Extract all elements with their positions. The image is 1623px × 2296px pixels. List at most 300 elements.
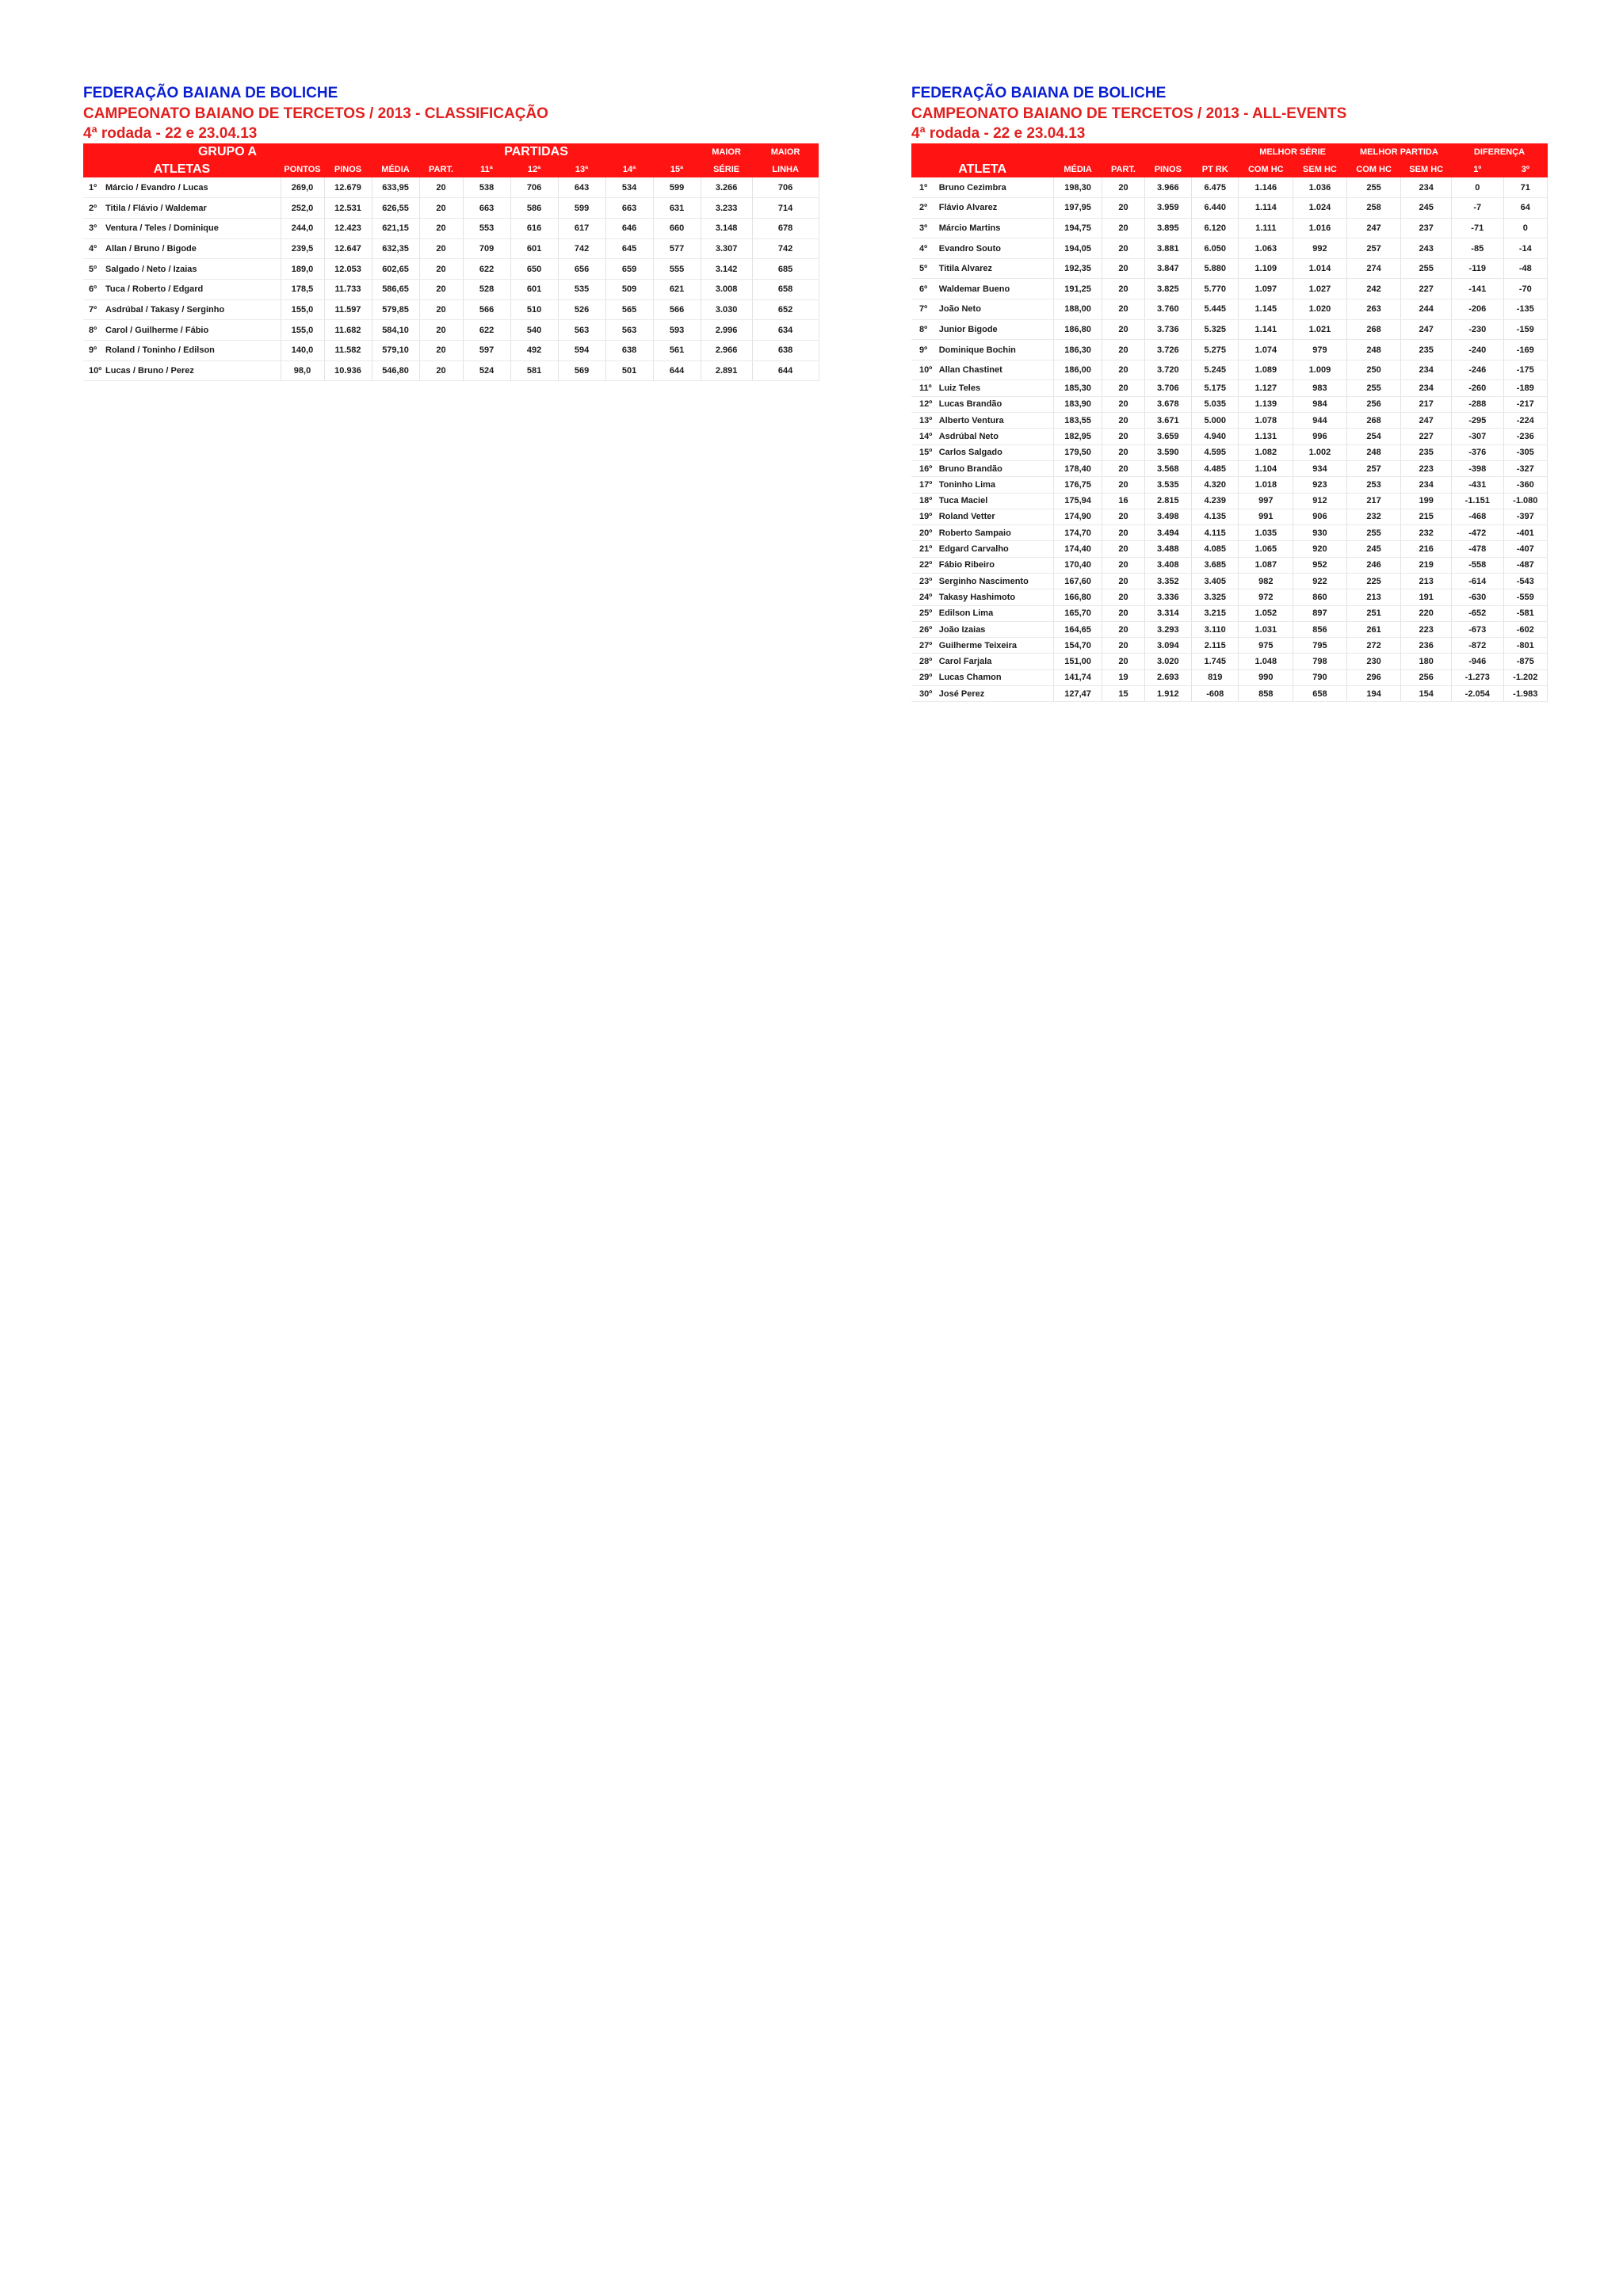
name-cell: Asdrúbal Neto [936,429,1054,444]
name-cell: Flávio Alvarez [936,198,1054,219]
value-cell: 897 [1293,605,1347,621]
value-cell: -71 [1451,218,1503,238]
value-cell: -70 [1503,279,1547,299]
table-row [911,177,1548,198]
value-cell: 12.679 [324,177,372,198]
value-cell: 219 [1401,557,1452,573]
table-row [911,258,1548,279]
value-cell: 1.065 [1239,541,1293,557]
value-cell: 242 [1346,279,1401,299]
value-cell: -175 [1503,360,1547,380]
value-cell: 685 [752,259,819,280]
value-cell: 991 [1239,509,1293,524]
value-cell: -872 [1451,638,1503,654]
value-cell: -472 [1451,525,1503,541]
championship-title: CAMPEONATO BAIANO DE TERCETOS / 2013 - ALL-EVENTS [911,105,1347,122]
value-cell: 255 [1401,258,1452,279]
value-cell: 4.320 [1192,477,1239,493]
rank-cell: 27º [911,638,936,654]
value-cell: 155,0 [281,320,324,341]
value-cell: 3.760 [1144,299,1191,320]
value-cell: -307 [1451,429,1503,444]
value-cell: 4.595 [1192,444,1239,460]
value-cell: -630 [1451,589,1503,605]
rank-cell: 5º [911,258,936,279]
value-cell: 189,0 [281,259,324,280]
maior-serie-header-top: MAIOR [701,143,752,161]
value-cell: 252,0 [281,198,324,219]
name-cell: Márcio Martins [936,218,1054,238]
value-cell: 4.940 [1192,429,1239,444]
name-cell: Carol Farjala [936,654,1054,669]
value-cell: 3.020 [1144,654,1191,669]
value-cell: -602 [1503,621,1547,637]
name-cell: Lucas Chamon [936,669,1054,685]
value-cell: 1.024 [1293,198,1347,219]
value-cell: 1.048 [1239,654,1293,669]
value-cell: 706 [510,177,558,198]
value-cell: 234 [1401,360,1452,380]
name-cell: Roland / Toninho / Edilson [102,341,281,361]
value-cell: 1.020 [1293,299,1347,320]
value-cell: 5.445 [1192,299,1239,320]
table-row [83,360,819,381]
value-cell: 178,5 [281,279,324,299]
rank-cell: 15º [911,444,936,460]
rank-cell: 25º [911,605,936,621]
value-cell: 3.266 [701,177,752,198]
table-row [911,574,1548,589]
value-cell: 2.815 [1144,493,1191,509]
value-cell: 215 [1401,509,1452,524]
value-cell: 972 [1239,589,1293,605]
value-cell: 20 [1102,621,1144,637]
value-cell: -246 [1451,360,1503,380]
value-cell: 644 [653,360,701,381]
name-cell: Allan Chastinet [936,360,1054,380]
rank-cell: 24º [911,589,936,605]
value-cell: -206 [1451,299,1503,320]
value-cell: 185,30 [1053,380,1102,396]
value-cell: 179,50 [1053,444,1102,460]
value-cell: 20 [1102,444,1144,460]
table-row [911,477,1548,493]
rank-cell: 20º [911,525,936,541]
value-cell: 1.111 [1239,218,1293,238]
value-cell: 563 [605,320,653,341]
value-cell: 922 [1293,574,1347,589]
value-cell: 1.912 [1144,686,1191,702]
value-cell: -119 [1451,258,1503,279]
value-cell: 263 [1346,299,1401,320]
value-cell: 586,65 [372,279,419,299]
value-cell: 599 [558,198,605,219]
rank-cell: 10º [911,360,936,380]
value-cell: 617 [558,218,605,238]
value-cell: 20 [1102,605,1144,621]
value-cell: 586 [510,198,558,219]
value-cell: 561 [653,341,701,361]
value-cell: 638 [752,341,819,361]
value-cell: 4.239 [1192,493,1239,509]
value-cell: -2.054 [1451,686,1503,702]
value-cell: 268 [1346,413,1401,429]
value-cell: 20 [419,238,463,259]
name-cell: Lucas Brandão [936,396,1054,412]
value-cell: 236 [1401,638,1452,654]
value-cell: 20 [1102,380,1144,396]
classificacao-table [83,143,819,381]
value-cell: 20 [1102,258,1144,279]
table-row [83,320,819,341]
partidas-header: PARTIDAS [372,143,701,161]
value-cell: 3.030 [701,299,752,320]
value-cell: 563 [558,320,605,341]
value-cell: 256 [1401,669,1452,685]
value-cell: 251 [1346,605,1401,621]
value-cell: 1.104 [1239,460,1293,476]
value-cell: 714 [752,198,819,219]
value-cell: 633,95 [372,177,419,198]
federation-title: FEDERAÇÃO BAIANA DE BOLICHE [911,85,1167,101]
value-cell: 5.175 [1192,380,1239,396]
value-cell: 1.063 [1239,238,1293,259]
value-cell: 6.475 [1192,177,1239,198]
value-cell: 154,70 [1053,638,1102,654]
name-cell: Guilherme Teixeira [936,638,1054,654]
value-cell: 258 [1346,198,1401,219]
table-row [911,541,1548,557]
value-cell: 256 [1346,396,1401,412]
value-cell: 141,74 [1053,669,1102,685]
table-row [911,605,1548,621]
value-cell: 186,80 [1053,319,1102,340]
game-13-header: 13ª [558,161,605,177]
rank-cell: 6º [83,279,102,299]
value-cell: 1.127 [1239,380,1293,396]
value-cell: 528 [463,279,510,299]
table-row [911,238,1548,259]
value-cell: 183,90 [1053,396,1102,412]
value-cell: 198,30 [1053,177,1102,198]
name-cell: Bruno Brandão [936,460,1054,476]
table-row [83,341,819,361]
value-cell: 257 [1346,460,1401,476]
rank-cell: 17º [911,477,936,493]
value-cell: 663 [605,198,653,219]
value-cell: 248 [1346,340,1401,360]
value-cell: 10.936 [324,360,372,381]
value-cell: 20 [1102,279,1144,299]
value-cell: 11.597 [324,299,372,320]
value-cell: 1.035 [1239,525,1293,541]
value-cell: 20 [1102,340,1144,360]
value-cell: 709 [463,238,510,259]
value-cell: 742 [558,238,605,259]
value-cell: 20 [419,320,463,341]
value-cell: 540 [510,320,558,341]
value-cell: 235 [1401,340,1452,360]
allevents-rows [911,177,1548,702]
rank-cell: 19º [911,509,936,524]
value-cell: 3.488 [1144,541,1191,557]
value-cell: 5.275 [1192,340,1239,360]
value-cell: -14 [1503,238,1547,259]
value-cell: 166,80 [1053,589,1102,605]
value-cell: 246 [1346,557,1401,573]
value-cell: 621,15 [372,218,419,238]
value-cell: -141 [1451,279,1503,299]
value-cell: 194,75 [1053,218,1102,238]
value-cell: 526 [558,299,605,320]
table-row [911,299,1548,320]
value-cell: 255 [1346,525,1401,541]
value-cell: 3.881 [1144,238,1191,259]
value-cell: 3.336 [1144,589,1191,605]
rank-cell: 11º [911,380,936,396]
value-cell: 795 [1293,638,1347,654]
name-cell: Edgard Carvalho [936,541,1054,557]
table-row [911,686,1548,702]
value-cell: 5.245 [1192,360,1239,380]
table-row [911,218,1548,238]
value-cell: 6.440 [1192,198,1239,219]
value-cell: 155,0 [281,299,324,320]
value-cell: 253 [1346,477,1401,493]
value-cell: -360 [1503,477,1547,493]
table-row [911,319,1548,340]
partida-com-hc-header: COM HC [1346,161,1401,177]
value-cell: 3.825 [1144,279,1191,299]
serie-sem-hc-header: SEM HC [1293,161,1347,177]
rank-cell: 22º [911,557,936,573]
federation-title: FEDERAÇÃO BAIANA DE BOLICHE [83,85,338,101]
pt-rk-header: PT RK [1192,161,1239,177]
value-cell: -581 [1503,605,1547,621]
value-cell: -169 [1503,340,1547,360]
classificacao-section [83,83,803,381]
value-cell: 247 [1346,218,1401,238]
value-cell: 186,00 [1053,360,1102,380]
rank-cell: 8º [911,319,936,340]
rank-cell: 13º [911,413,936,429]
value-cell: 569 [558,360,605,381]
value-cell: 622 [463,320,510,341]
value-cell: -295 [1451,413,1503,429]
value-cell: 1.002 [1293,444,1347,460]
value-cell: -159 [1503,319,1547,340]
value-cell: 659 [605,259,653,280]
championship-title: CAMPEONATO BAIANO DE TERCETOS / 2013 - CLASSIFICAÇÃO [83,105,548,122]
value-cell: 20 [1102,238,1144,259]
value-cell: 819 [1192,669,1239,685]
name-cell: Tuca / Roberto / Edgard [102,279,281,299]
value-cell: 3.726 [1144,340,1191,360]
value-cell: 20 [419,259,463,280]
value-cell: 3.736 [1144,319,1191,340]
rank-cell: 3º [911,218,936,238]
value-cell: 234 [1401,380,1452,396]
value-cell: 257 [1346,238,1401,259]
value-cell: 1.009 [1293,360,1347,380]
value-cell: 982 [1239,574,1293,589]
rank-cell: 4º [83,238,102,259]
value-cell: 2.966 [701,341,752,361]
value-cell: 20 [1102,557,1144,573]
value-cell: 174,70 [1053,525,1102,541]
name-cell: Fábio Ribeiro [936,557,1054,573]
value-cell: 906 [1293,509,1347,524]
table-row [83,238,819,259]
value-cell: 1.078 [1239,413,1293,429]
value-cell: 245 [1401,198,1452,219]
value-cell: 644 [752,360,819,381]
value-cell: 20 [1102,177,1144,198]
value-cell: 20 [419,360,463,381]
value-cell: 1.027 [1293,279,1347,299]
value-cell: -85 [1451,238,1503,259]
game-15-header: 15ª [653,161,701,177]
value-cell: 566 [653,299,701,320]
rank-cell: 7º [83,299,102,320]
value-cell: 20 [1102,638,1144,654]
value-cell: 992 [1293,238,1347,259]
value-cell: -401 [1503,525,1547,541]
value-cell: 255 [1346,380,1401,396]
value-cell: 3.408 [1144,557,1191,573]
value-cell: 225 [1346,574,1401,589]
atleta-header: ATLETA [911,161,1053,177]
name-cell: Titila Alvarez [936,258,1054,279]
value-cell: 1.082 [1239,444,1293,460]
value-cell: 510 [510,299,558,320]
value-cell: 860 [1293,589,1347,605]
value-cell: 638 [605,341,653,361]
value-cell: 2.115 [1192,638,1239,654]
value-cell: 20 [419,177,463,198]
value-cell: 3.720 [1144,360,1191,380]
value-cell: 1.021 [1293,319,1347,340]
rank-cell: 1º [911,177,936,198]
value-cell: 247 [1401,319,1452,340]
rank-cell: 18º [911,493,936,509]
value-cell: 188,00 [1053,299,1102,320]
value-cell: 594 [558,341,605,361]
name-cell: Titila / Flávio / Waldemar [102,198,281,219]
rank-cell: 7º [911,299,936,320]
value-cell: 180 [1401,654,1452,669]
rank-cell: 21º [911,541,936,557]
value-cell: 1.114 [1239,198,1293,219]
value-cell: 4.115 [1192,525,1239,541]
value-cell: 565 [605,299,653,320]
rank-cell: 28º [911,654,936,669]
rank-cell: 14º [911,429,936,444]
value-cell: 19 [1102,669,1144,685]
value-cell: 127,47 [1053,686,1102,702]
value-cell: 245 [1346,541,1401,557]
value-cell: 227 [1401,429,1452,444]
round-title: 4ª rodada - 22 e 23.04.13 [911,125,1086,142]
table-row [911,638,1548,654]
media-header: MÉDIA [372,161,419,177]
value-cell: 232 [1346,509,1401,524]
value-cell: -652 [1451,605,1503,621]
value-cell: 217 [1346,493,1401,509]
value-cell: -224 [1503,413,1547,429]
value-cell: 1.109 [1239,258,1293,279]
value-cell: 213 [1401,574,1452,589]
value-cell: -288 [1451,396,1503,412]
value-cell: 975 [1239,638,1293,654]
value-cell: 983 [1293,380,1347,396]
rank-cell: 30º [911,686,936,702]
value-cell: 255 [1346,177,1401,198]
value-cell: -559 [1503,589,1547,605]
value-cell: 996 [1293,429,1347,444]
value-cell: 12.647 [324,238,372,259]
value-cell: 3.659 [1144,429,1191,444]
value-cell: 1.018 [1239,477,1293,493]
value-cell: 1.131 [1239,429,1293,444]
value-cell: 272 [1346,638,1401,654]
linha-header: LINHA [752,161,819,177]
value-cell: 2.693 [1144,669,1191,685]
part-header: PART. [1102,161,1144,177]
table-row [911,509,1548,524]
value-cell: -217 [1503,396,1547,412]
table-row [911,493,1548,509]
value-cell: 577 [653,238,701,259]
name-cell: Ventura / Teles / Dominique [102,218,281,238]
game-12-header: 12ª [510,161,558,177]
name-cell: Junior Bigode [936,319,1054,340]
part-header: PART. [419,161,463,177]
value-cell: 186,30 [1053,340,1102,360]
value-cell: 492 [510,341,558,361]
value-cell: 643 [558,177,605,198]
value-cell: 1.074 [1239,340,1293,360]
value-cell: 98,0 [281,360,324,381]
value-cell: 658 [1293,686,1347,702]
value-cell: 3.671 [1144,413,1191,429]
name-cell: Takasy Hashimoto [936,589,1054,605]
value-cell: 71 [1503,177,1547,198]
value-cell: 997 [1239,493,1293,509]
value-cell: 223 [1401,460,1452,476]
value-cell: 191,25 [1053,279,1102,299]
table-row [911,621,1548,637]
value-cell: 616 [510,218,558,238]
value-cell: 5.325 [1192,319,1239,340]
value-cell: 534 [605,177,653,198]
value-cell: 250 [1346,360,1401,380]
value-cell: 176,75 [1053,477,1102,493]
atletas-header: ATLETAS [83,161,281,177]
table-row [911,380,1548,396]
value-cell: 20 [1102,460,1144,476]
media-header: MÉDIA [1053,161,1102,177]
value-cell: 1.745 [1192,654,1239,669]
value-cell: 5.035 [1192,396,1239,412]
value-cell: 247 [1401,413,1452,429]
value-cell: 622 [463,259,510,280]
value-cell: -236 [1503,429,1547,444]
rank-cell: 9º [911,340,936,360]
value-cell: 3.568 [1144,460,1191,476]
table-row [83,177,819,198]
value-cell: -260 [1451,380,1503,396]
